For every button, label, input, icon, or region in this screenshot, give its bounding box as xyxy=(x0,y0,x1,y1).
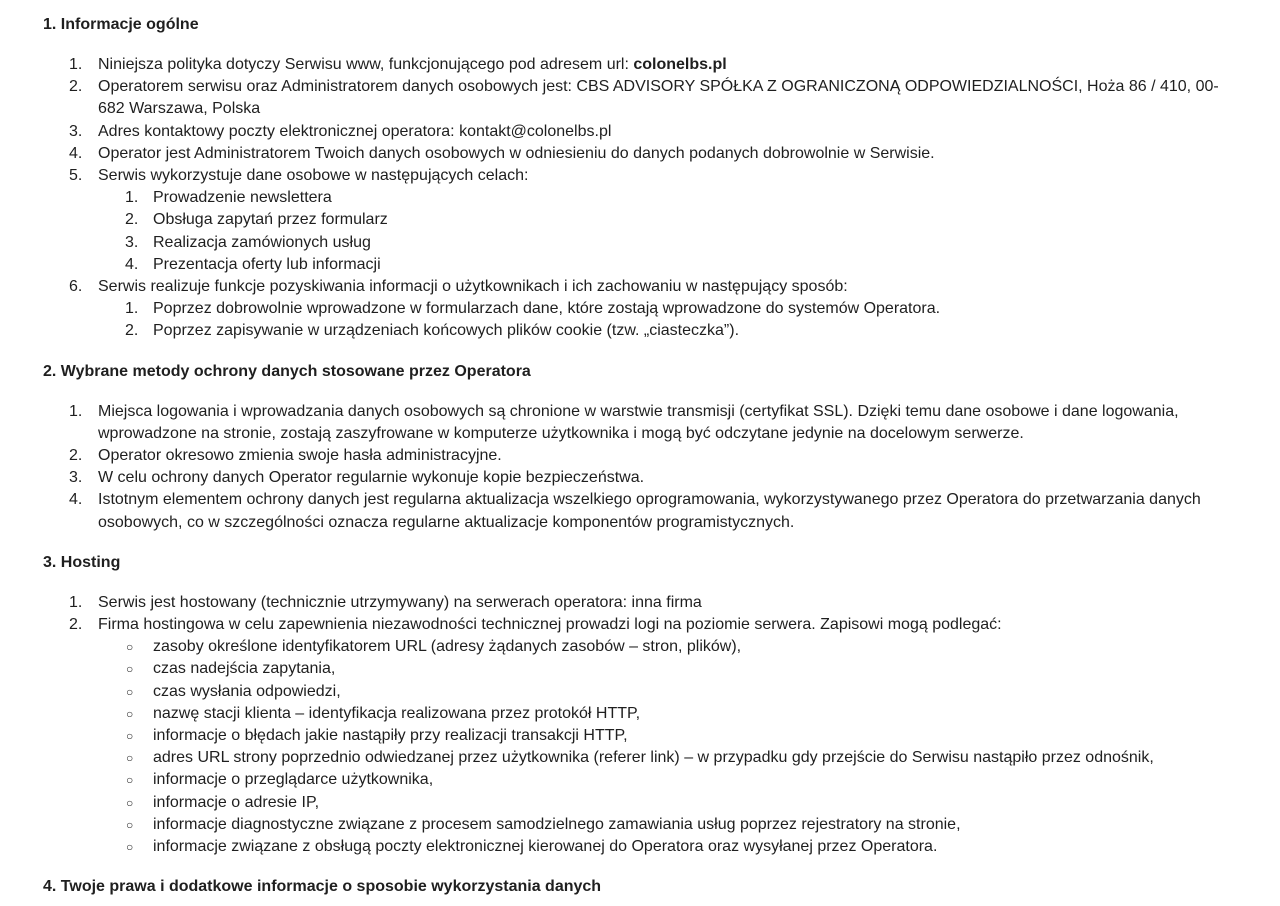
circle-bullet-icon: ○ xyxy=(126,817,134,832)
bullet-item-text: nazwę stacji klienta – identyfikacja realizowana przez protokół HTTP, xyxy=(153,704,641,722)
bullet-item xyxy=(98,636,1228,658)
list-item xyxy=(43,76,1228,120)
sublist-item-text: Poprzez dobrowolnie wprowadzone w formularzach dane, które zostają wprowadzone do systemów Operatora. xyxy=(153,300,941,318)
sublist-item-text: Realizacja zamówionych usług xyxy=(153,233,371,251)
list-item-number: 2. xyxy=(69,616,83,634)
list-item-number: 1. xyxy=(69,593,83,611)
circle-bullet-icon: ○ xyxy=(126,773,134,788)
list-item xyxy=(43,143,1228,165)
bullet-item-text: czas nadejścia zapytania, xyxy=(153,660,336,678)
list-item-number: 5. xyxy=(69,167,83,185)
section-heading-hosting: 3. Hosting xyxy=(43,553,121,571)
sublist-item-number: 4. xyxy=(125,255,139,273)
circle-bullet-icon: ○ xyxy=(126,706,134,721)
list-item xyxy=(43,121,1228,143)
sublist-item xyxy=(98,298,1228,320)
list-item xyxy=(43,592,1228,614)
site-url: colonelbs.pl xyxy=(633,56,727,73)
circle-bullet-icon: ○ xyxy=(126,662,134,677)
list-item-text: Adres kontaktowy poczty elektronicznej operatora: kontakt@colonelbs.pl xyxy=(98,122,612,140)
sublist-item-text: Obsługa zapytań przez formularz xyxy=(153,211,388,229)
purposes-sublist xyxy=(98,187,1228,276)
circle-bullet-icon: ○ xyxy=(126,729,134,744)
bullet-item-text: informacje o przeglądarce użytkownika, xyxy=(153,771,434,789)
list-item xyxy=(43,54,1228,76)
bullet-item-text: informacje o adresie IP, xyxy=(153,793,320,811)
bullet-item-text: informacje związane z obsługą poczty elektronicznej kierowanej do Operatora oraz wysyłanej przez Operatora. xyxy=(153,838,938,856)
list-item-number: 1. xyxy=(69,56,83,73)
bullet-item xyxy=(98,814,1228,836)
bullet-item xyxy=(98,747,1228,769)
list-item-text: Serwis jest hostowany (technicznie utrzymywany) na serwerach operatora: inna firma xyxy=(98,593,702,611)
bullet-item xyxy=(98,681,1228,703)
bullet-item xyxy=(98,836,1228,858)
section-heading-general-info: 1. Informacje ogólne xyxy=(43,16,199,33)
bullet-item xyxy=(98,792,1228,814)
data-collection-sublist xyxy=(98,298,1228,342)
list-item xyxy=(43,614,1228,858)
general-info-list xyxy=(43,54,1280,343)
sublist-item-number: 1. xyxy=(125,189,139,207)
list-item xyxy=(43,467,1228,489)
list-item xyxy=(43,445,1228,467)
list-item-number: 1. xyxy=(69,402,83,420)
bullet-item xyxy=(98,703,1228,725)
circle-bullet-icon: ○ xyxy=(126,840,134,855)
list-item-number: 2. xyxy=(69,447,83,465)
sublist-item-text: Prowadzenie newslettera xyxy=(153,189,332,207)
sublist-item-number: 1. xyxy=(125,300,139,318)
list-item xyxy=(43,401,1228,445)
list-item-text: Operatorem serwisu oraz Administratorem danych osobowych jest: CBS ADVISORY SPÓŁKA Z OGRANICZONĄ ODPOWIEDZIALNOŚCI, Hoża 86 / 410, 00-682 Warszawa, Polska xyxy=(98,78,1219,118)
section-heading-your-rights: 4. Twoje prawa i dodatkowe informacje o sposobie wykorzystania danych xyxy=(43,878,602,896)
list-item-number: 3. xyxy=(69,469,83,487)
list-item-text: Niniejsza polityka dotyczy Serwisu www, funkcjonującego pod adresem url: xyxy=(98,56,634,73)
circle-bullet-icon: ○ xyxy=(126,640,134,655)
bullet-item xyxy=(98,725,1228,747)
list-item-text: Serwis wykorzystuje dane osobowe w następujących celach: xyxy=(98,167,529,185)
data-protection-list xyxy=(43,401,1280,534)
sublist-item-number: 2. xyxy=(125,322,139,340)
list-item-number: 4. xyxy=(69,491,83,509)
bullet-item-text: czas wysłania odpowiedzi, xyxy=(153,682,341,700)
sublist-item-number: 3. xyxy=(125,233,139,251)
hosting-list xyxy=(43,592,1280,858)
section-heading-data-protection: 2. Wybrane metody ochrony danych stosowane przez Operatora xyxy=(43,362,531,380)
bullet-item-text: informacje o błędach jakie nastąpiły przy realizacji transakcji HTTP, xyxy=(153,727,628,745)
list-item xyxy=(43,276,1228,343)
list-item-text: W celu ochrony danych Operator regularnie wykonuje kopie bezpieczeństwa. xyxy=(98,469,645,487)
list-item-number: 6. xyxy=(69,278,83,296)
list-item xyxy=(43,165,1228,276)
sublist-item xyxy=(98,232,1228,254)
bullet-item xyxy=(98,769,1228,791)
list-item-text: Operator okresowo zmienia swoje hasła administracyjne. xyxy=(98,447,502,465)
bullet-item xyxy=(98,658,1228,680)
list-item-number: 4. xyxy=(69,144,83,162)
sublist-item xyxy=(98,187,1228,209)
bullet-item-text: zasoby określone identyfikatorem URL (adresy żądanych zasobów – stron, plików), xyxy=(153,638,742,656)
list-item-text: Miejsca logowania i wprowadzania danych osobowych są chronione w warstwie transmisji (certyfikat SSL). Dzięki temu dane osobowe i dane logowania, wprowadzone na stronie, zostają zaszyfrowane w komputerze użytkownika i mogą być odczytane jedynie na docelowym serwerze. xyxy=(98,402,1179,442)
sublist-item-number: 2. xyxy=(125,211,139,229)
sublist-item-text: Prezentacja oferty lub informacji xyxy=(153,255,381,273)
list-item-text: Operator jest Administratorem Twoich danych osobowych w odniesieniu do danych podanych dobrowolnie w Serwisie. xyxy=(98,144,935,162)
circle-bullet-icon: ○ xyxy=(126,751,134,766)
sublist-item-text: Poprzez zapisywanie w urządzeniach końcowych plików cookie (tzw. „ciasteczka”). xyxy=(153,322,740,340)
list-item-number: 3. xyxy=(69,122,83,140)
server-logs-bullet-list xyxy=(98,636,1228,858)
sublist-item xyxy=(98,209,1228,231)
list-item-number: 2. xyxy=(69,78,83,96)
list-item-text: Firma hostingowa w celu zapewnienia niezawodności technicznej prowadzi logi na poziomie serwera. Zapisowi mogą podlegać: xyxy=(98,616,1002,634)
list-item-text: Serwis realizuje funkcje pozyskiwania informacji o użytkownikach i ich zachowaniu w następujący sposób: xyxy=(98,278,848,296)
list-item xyxy=(43,489,1228,533)
bullet-item-text: informacje diagnostyczne związane z procesem samodzielnego zamawiania usług poprzez rejestratory na stronie, xyxy=(153,815,961,833)
list-item-text: Istotnym elementem ochrony danych jest regularna aktualizacja wszelkiego oprogramowania, wykorzystywanego przez Operatora do przetwarzania danych osobowych, co w szczególności oznacza regularne aktualizacje komponentów programistycznych. xyxy=(98,491,1201,531)
sublist-item xyxy=(98,320,1228,342)
circle-bullet-icon: ○ xyxy=(126,795,134,810)
circle-bullet-icon: ○ xyxy=(126,684,134,699)
sublist-item xyxy=(98,254,1228,276)
bullet-item-text: adres URL strony poprzednio odwiedzanej przez użytkownika (referer link) – w przypadku gdy przejście do Serwisu nastąpiło przez odnośnik, xyxy=(153,749,1154,767)
